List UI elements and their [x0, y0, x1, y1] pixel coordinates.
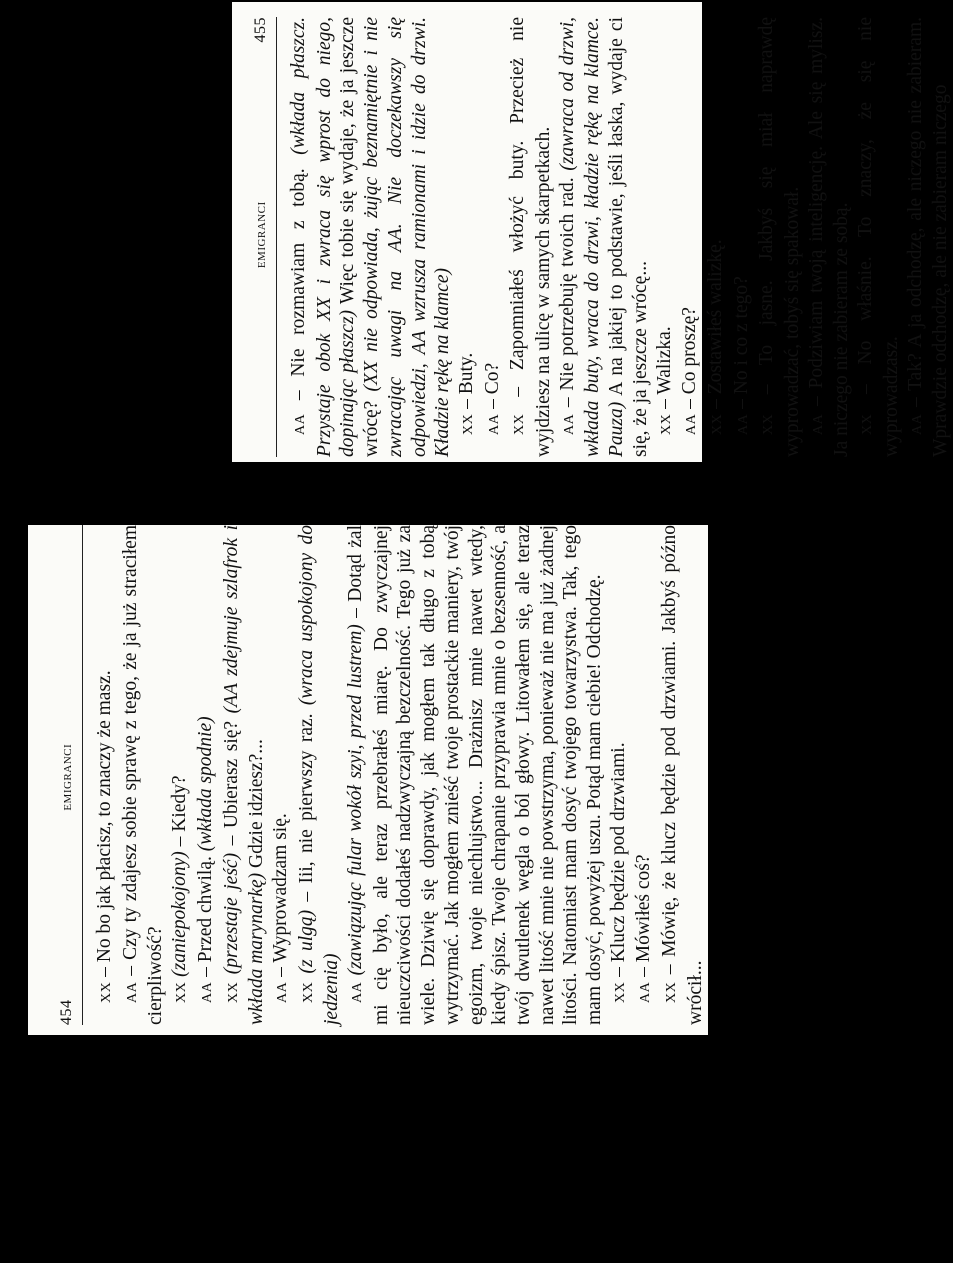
dialogue-text: Co proszę?	[679, 307, 701, 395]
dialogue-text: –	[653, 394, 675, 414]
dialogue-line	[481, 17, 507, 457]
left-page-header	[58, 525, 76, 1025]
speaker-tag: AA	[561, 413, 577, 435]
stage-direction: (przestaje jeść)	[220, 852, 242, 975]
speaker-tag: XX	[664, 981, 680, 1003]
header-rule	[276, 17, 277, 457]
dialogue-text: Klucz będzie pod drzwiami.	[607, 742, 629, 963]
stage-direction: (zaniepokojony)	[169, 851, 191, 977]
stage-direction: (z ulgą)	[295, 909, 317, 974]
dialogue-text: –	[679, 394, 701, 414]
dialogue-text: –	[704, 394, 726, 414]
dialogue-line	[168, 525, 194, 1025]
dialogue-line	[805, 17, 854, 457]
speaker-tag: XX	[460, 413, 476, 435]
stage-direction: (wkłada spodnie)	[194, 716, 216, 852]
dialogue-text: No właśnie. To znaczy, że się nie wyprowadzasz.	[855, 16, 902, 457]
speaker-tag: AA	[638, 981, 654, 1003]
dialogue-line	[455, 17, 481, 457]
dialogue-text: –	[194, 962, 216, 982]
dialogue-text: Gdzie idziesz?...	[246, 739, 268, 873]
dialogue-text: – Dotąd żal mi cię było, ale teraz przebrałeś miarę. Do zwyczajnej nieuczciwości dodałeś nadzwyczajną bezczelność. Tego już za wiele. Dziwię się doprawdy, jak mogłem tak długo z tobą wytrzymać. Jak mogłem znieść twoje prostackie maniery, twój egoizm, twoje niechlujstwo... Drażnisz mnie nawet wtedy, kiedy śpisz. Twoje chrapanie przyprawia mnie o bezsenność, a twój dwutlenek węgla o ból głowy. Litowałem się, ale teraz nawet litość mnie nie powstrzyma, ponieważ nie ma już żadnej litości. Natomiast mam dosyć twojego towarzystwa. Tak, tego mam dosyć, powyżej uszu. Potąd mam ciebie! Odchodzę.	[345, 525, 606, 1025]
dialogue-text: Zapomniałeś włożyć buty. Przecież nie wyjdziesz na ulicę w samych skarpetkach.	[507, 17, 555, 457]
dialogue-line	[704, 17, 730, 457]
dialogue-line	[220, 525, 269, 1025]
speaker-tag: AA	[735, 413, 751, 435]
dialogue-line	[344, 525, 607, 1025]
dialogue-text: –	[805, 388, 827, 414]
stage-direction: (wraca uspokojony do jedzenia)	[295, 524, 343, 1025]
dialogue-text: Nie potrzebuję twoich rad.	[556, 170, 578, 391]
page-number: 454	[58, 999, 75, 1025]
dialogue-line	[194, 525, 220, 1025]
dialogue-line	[632, 525, 658, 1025]
left-page-text-block	[58, 525, 708, 1025]
speaker-tag: AA	[909, 413, 925, 435]
dialogue-text: –	[659, 956, 681, 982]
dialogue-line	[904, 17, 953, 457]
dialogue-text	[296, 973, 317, 981]
dialogue-line	[678, 17, 704, 457]
stage-direction: (zawiązując fular wokół szyi, przed lustrem)	[345, 624, 367, 976]
speaker-tag: AA	[274, 981, 290, 1003]
dialogue-line	[295, 525, 344, 1025]
right-page	[232, 2, 952, 462]
stage-direction: (wkłada płaszcz. Przystaje obok XX i zwraca się wprost do niego, dopinając płaszcz)	[288, 17, 359, 457]
header-rule	[82, 525, 83, 1025]
right-page-header	[252, 17, 270, 457]
dialogue-line	[269, 525, 295, 1025]
dialogue-text: Przed chwilą.	[194, 851, 216, 963]
dialogue-text: –	[730, 394, 752, 414]
speaker-tag: AA	[486, 413, 502, 435]
dialogue-line	[854, 17, 903, 457]
speaker-tag: XX	[225, 981, 241, 1003]
dialogue-line	[287, 17, 455, 457]
stage-direction: (XX nie odpowiada, żując beznamiętnie i nie zwracając uwagi na AA. Nie doczekawszy się odpowiedzi, AA wzrusza ramionami i idzie do drzwi. Kładzie rękę na klamce)	[361, 17, 454, 457]
dialogue-text: Tak? A ja odchodzę, ale niczego nie zabieram. Wprawdzie odchodzę, ale nie zabieram niczego	[904, 17, 952, 457]
speaker-tag: AA	[293, 413, 308, 435]
dialogue-text: To jasne. Jakbyś się miał naprawdę wyprowadzać, tobyś się spakował.	[756, 16, 804, 457]
dialogue-text: –	[855, 364, 877, 414]
dialogue-text: Walizka.	[653, 326, 675, 395]
dialogue-text: – Kiedy?	[169, 775, 191, 852]
speaker-tag: XX	[658, 413, 674, 435]
dialogue-text: A na jakiej to podstawie, jeśli łaska, wydaje ci się, że ja jeszcze wrócę...	[606, 17, 651, 457]
dialogue-text: –	[455, 394, 477, 414]
stage-direction: (zawraca od drzwi, wkłada buty, wraca do drzwi, kładzie rękę na klamce. Pauza)	[556, 16, 628, 457]
running-head: EMIGRANCI	[62, 743, 74, 811]
dialogue-line	[556, 17, 653, 457]
dialogue-line	[653, 17, 679, 457]
dialogue-text: –	[556, 390, 578, 414]
dialogue-text	[345, 975, 366, 981]
left-page-body	[93, 525, 708, 1025]
stage-direction: (AA zdejmuje szlafrok i wkłada marynarkę)	[220, 524, 268, 1025]
dialogue-text: Czy ty zdajesz sobie sprawę z tego, że ja już straciłem cierpliwość?	[119, 524, 167, 1025]
dialogue-line	[658, 525, 707, 1025]
speaker-tag: AA	[199, 981, 215, 1003]
dialogue-text: –	[756, 365, 778, 414]
dialogue-text: Więc tobie się wydaje, że ja jeszcze wrócę?	[337, 17, 383, 457]
dialogue-text: –	[288, 376, 309, 414]
dialogue-line	[506, 17, 555, 457]
dialogue-text	[169, 977, 190, 982]
right-page-body	[287, 17, 953, 457]
dialogue-text: Zostawiłeś walizkę.	[704, 239, 726, 395]
speaker-tag: AA	[684, 413, 700, 435]
dialogue-text: Wyprowadzam się.	[269, 813, 291, 963]
speaker-tag: XX	[300, 981, 316, 1003]
speaker-tag: XX	[512, 413, 528, 435]
dialogue-text: –	[481, 394, 503, 414]
speaker-tag: XX	[612, 981, 628, 1003]
speaker-tag: XX	[860, 413, 876, 435]
dialogue-text: –	[633, 962, 655, 982]
dialogue-text: – Iii, nie pierwszy raz.	[295, 705, 317, 910]
dialogue-text: Co?	[481, 362, 503, 395]
dialogue-text: Podziwiam twoją inteligencję. Ale się mylisz. Ja niczego nie zabieram ze sobą.	[805, 16, 853, 457]
speaker-tag: XX	[174, 981, 190, 1003]
speaker-tag: AA	[810, 413, 826, 435]
page-number: 455	[252, 17, 269, 43]
dialogue-text: –	[507, 370, 529, 414]
speaker-tag: XX	[709, 413, 725, 435]
dialogue-line	[119, 525, 168, 1025]
dialogue-text	[221, 974, 242, 982]
dialogue-line	[730, 17, 756, 457]
dialogue-text: –	[94, 962, 115, 982]
dialogue-text: –	[269, 962, 291, 982]
speaker-tag: XX	[761, 413, 777, 435]
dialogue-text: –	[607, 962, 629, 982]
running-head: EMIGRANCI	[256, 201, 268, 269]
dialogue-text: Buty.	[455, 352, 477, 395]
dialogue-text: – Ubierasz się?	[220, 713, 242, 853]
right-page-text-block	[252, 17, 953, 457]
dialogue-text: No i co z tego?	[730, 276, 752, 395]
dialogue-text: Mówiłeś coś?	[633, 854, 655, 963]
dialogue-line	[607, 525, 633, 1025]
dialogue-line	[755, 17, 804, 457]
dialogue-text: No bo jak płacisz, to znaczy że masz.	[94, 670, 115, 963]
speaker-tag: XX	[99, 981, 114, 1003]
dialogue-text: –	[904, 390, 926, 414]
dialogue-text: Mówię, że klucz będzie pod drzwiami. Jakbyś późno wrócił...	[659, 525, 706, 1025]
left-page	[28, 525, 708, 1035]
speaker-tag: AA	[124, 981, 140, 1003]
dialogue-line	[93, 525, 119, 1025]
speaker-tag: AA	[350, 981, 366, 1003]
dialogue-text: Nie rozmawiam z tobą.	[288, 154, 309, 377]
dialogue-text: –	[119, 959, 141, 982]
